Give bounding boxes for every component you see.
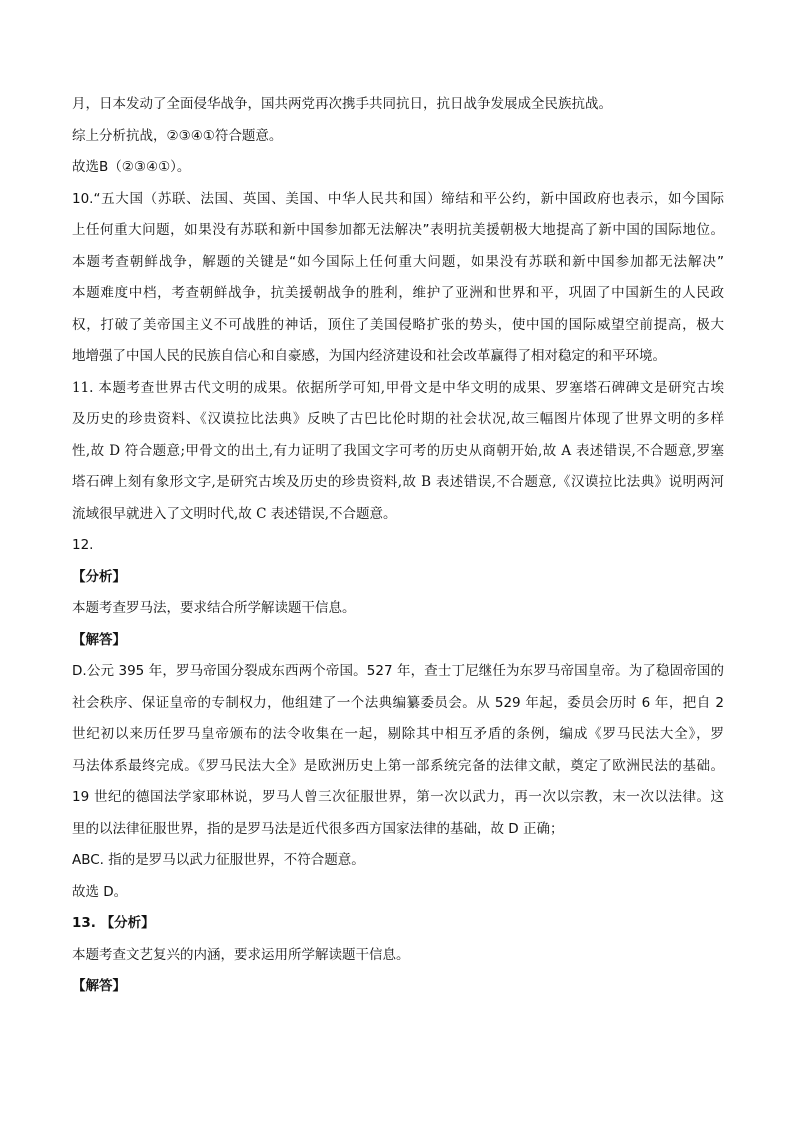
text-line: 社会秩序、保证皇帝的专制权力，他组建了一个法典编纂委员会。从 529 年起，委员会历时 6 年，把自 2: [72, 694, 724, 711]
text-line: 塔石碑上刻有象形文字,是研究古埃及历史的珍贵资料,故 B 表述错误,不合题意,《汉谟拉比法典》说明两河: [72, 474, 724, 490]
text-line: ABC. 指的是罗马以武力征服世界，不符合题意。: [72, 852, 365, 868]
question-11-text: 11. 本题考查世界古代文明的成果。依据所学可知,甲骨文是中华文明的成果、罗塞塔石碑碑文是研究古埃: [72, 379, 724, 396]
answer-heading: 【解答】: [72, 978, 126, 994]
text-line: 月，日本发动了全面侵华战争，国共两党再次携手共同抗日，抗日战争发展成全民族抗战。: [72, 96, 612, 112]
text-line: D.公元 395 年，罗马帝国分裂成东西两个帝国。527 年，查士丁尼继任为东罗马帝国皇帝。为了稳固帝国的: [72, 663, 724, 679]
text-line: 本题考查罗马法，要求结合所学解读题干信息。: [72, 600, 356, 616]
text-line: 世纪初以来历任罗马皇帝颁布的法令收集在一起，剔除其中相互矛盾的条例，编成《罗马民法大全》，罗: [72, 726, 724, 742]
analysis-heading: 【分析】: [72, 568, 126, 585]
text-line: 马法体系最终完成。《罗马民法大全》是欧洲历史上第一部系统完备的法律文献，奠定了欧洲民法的基础。: [72, 757, 724, 774]
document-page: [72, 96, 724, 994]
text-line: 综上分析抗战，②③④①符合题意。: [72, 127, 283, 144]
text-line: 及历史的珍贵资料、《汉谟拉比法典》反映了古巴比伦时期的社会状况,故三幅图片体现了世界文明的多样: [72, 411, 724, 427]
text-line: 故选B（②③④①）。: [72, 159, 191, 175]
question-13-heading: 13. 【分析】: [72, 915, 155, 931]
text-line: 地增强了中国人民的民族自信心和自豪感，为国内经济建设和社会改革赢得了相对稳定的和平环境。: [72, 348, 666, 364]
text-line: 19 世纪的德国法学家耶林说，罗马人曾三次征服世界，第一次以武力，再一次以宗教，末一次以法律。这: [72, 789, 724, 805]
question-10-text: 10.“五大国（苏联、法国、英国、美国、中华人民共和国）缔结和平公约，新中国政府也表示，如今国际: [72, 190, 724, 207]
text-line: 故选 D。: [72, 883, 128, 900]
answer-heading: 【解答】: [72, 631, 126, 648]
text-line: 本题难度中档，考查朝鲜战争，抗美援朝战争的胜利，维护了亚洲和世界和平，巩固了中国新生的人民政: [72, 285, 724, 301]
text-line: 流域很早就进入了文明时代,故 C 表述错误,不合题意。: [72, 505, 397, 522]
text-line: 权，打破了美帝国主义不可战胜的神话，顶住了美国侵略扩张的势头，使中国的国际威望空前提高，极大: [72, 316, 724, 333]
text-line: 本题考查文艺复兴的内涵，要求运用所学解读题干信息。: [72, 946, 410, 963]
text-line: 本题考查朝鲜战争，解题的关键是“如今国际上任何重大问题，如果没有苏联和新中国参加都无法解决”: [72, 253, 724, 270]
text-line: 性,故 D 符合题意;甲骨文的出土,有力证明了我国文字可考的历史从商朝开始,故 A 表述错误,不合题意,罗塞: [72, 442, 724, 459]
text-line: 里的以法律征服世界，指的是罗马法是近代很多西方国家法律的基础，故 D 正确；: [72, 820, 564, 837]
question-12-number: 12.: [72, 537, 94, 553]
text-line: 上任何重大问题，如果没有苏联和新中国参加都无法解决”表明抗美援朝极大地提高了新中国的国际地位。: [72, 222, 724, 238]
